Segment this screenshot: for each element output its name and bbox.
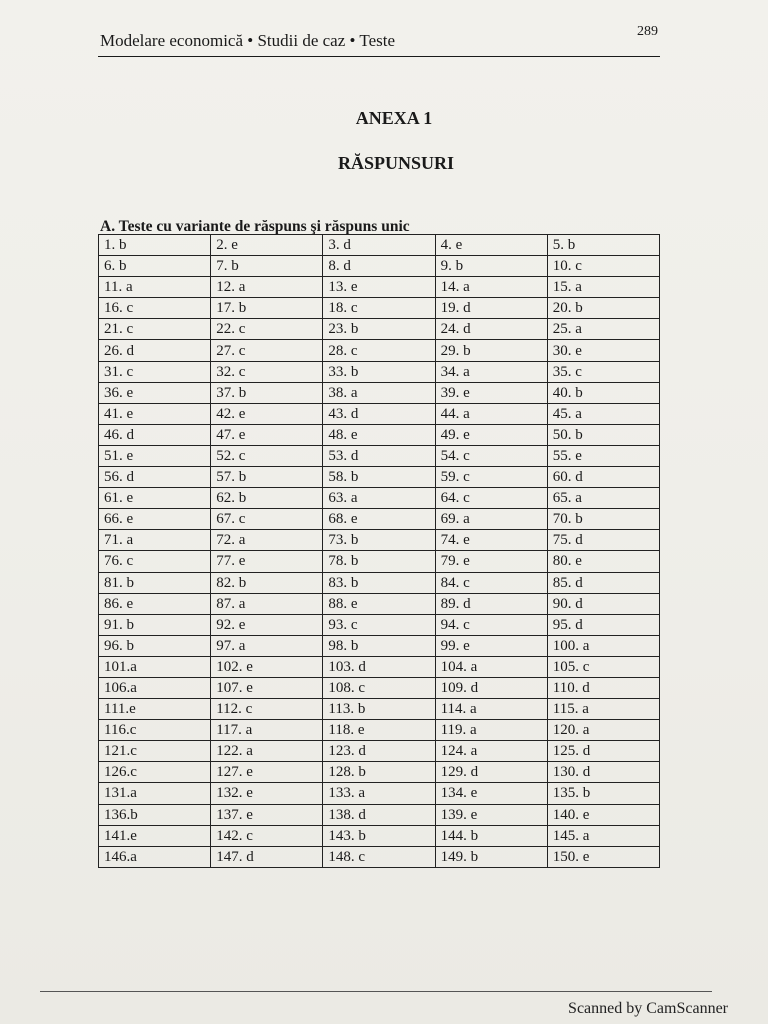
answer-cell: 88. e [323, 593, 435, 614]
table-row [99, 846, 660, 867]
answer-cell: 31. c [99, 361, 211, 382]
answer-cell: 53. d [323, 445, 435, 466]
table-row [99, 677, 660, 698]
answer-cell: 33. b [323, 361, 435, 382]
footer-rule [40, 991, 712, 992]
answer-cell: 49. e [435, 424, 547, 445]
answer-cell: 6. b [99, 256, 211, 277]
answer-cell: 107. e [211, 677, 323, 698]
answer-cell: 119. a [435, 720, 547, 741]
answer-cell: 148. c [323, 846, 435, 867]
answer-cell: 43. d [323, 403, 435, 424]
answer-cell: 74. e [435, 530, 547, 551]
answer-cell: 105. c [547, 656, 659, 677]
answer-cell: 127. e [211, 762, 323, 783]
table-row [99, 551, 660, 572]
answer-cell: 30. e [547, 340, 659, 361]
answer-cell: 29. b [435, 340, 547, 361]
table-row [99, 656, 660, 677]
answer-cell: 122. a [211, 741, 323, 762]
answer-cell: 21. c [99, 319, 211, 340]
answer-cell: 126.c [99, 762, 211, 783]
table-row [99, 720, 660, 741]
answer-cell: 98. b [323, 635, 435, 656]
answer-cell: 140. e [547, 804, 659, 825]
answer-cell: 16. c [99, 298, 211, 319]
answer-cell: 59. c [435, 467, 547, 488]
answer-cell: 73. b [323, 530, 435, 551]
answer-cell: 128. b [323, 762, 435, 783]
answer-cell: 135. b [547, 783, 659, 804]
answer-cell: 94. c [435, 614, 547, 635]
answer-cell: 66. e [99, 509, 211, 530]
table-row [99, 445, 660, 466]
answer-cell: 41. e [99, 403, 211, 424]
answer-cell: 131.a [99, 783, 211, 804]
answer-cell: 95. d [547, 614, 659, 635]
answer-cell: 82. b [211, 572, 323, 593]
answer-cell: 50. b [547, 424, 659, 445]
table-row [99, 424, 660, 445]
answer-cell: 83. b [323, 572, 435, 593]
table-row [99, 741, 660, 762]
answer-cell: 78. b [323, 551, 435, 572]
answer-cell: 86. e [99, 593, 211, 614]
answer-cell: 116.c [99, 720, 211, 741]
answer-cell: 13. e [323, 277, 435, 298]
answer-cell: 76. c [99, 551, 211, 572]
answer-cell: 25. a [547, 319, 659, 340]
answer-cell: 70. b [547, 509, 659, 530]
answer-cell: 104. a [435, 656, 547, 677]
answer-cell: 61. e [99, 488, 211, 509]
section-heading: A. Teste cu variante de răspuns şi răspuns unic [100, 218, 410, 235]
answer-cell: 99. e [435, 635, 547, 656]
answer-cell: 27. c [211, 340, 323, 361]
table-row [99, 530, 660, 551]
answer-cell: 132. e [211, 783, 323, 804]
answer-cell: 51. e [99, 445, 211, 466]
answer-cell: 26. d [99, 340, 211, 361]
answer-cell: 108. c [323, 677, 435, 698]
answer-cell: 46. d [99, 424, 211, 445]
answer-cell: 111.e [99, 699, 211, 720]
answer-cell: 145. a [547, 825, 659, 846]
answer-cell: 97. a [211, 635, 323, 656]
answer-cell: 15. a [547, 277, 659, 298]
answer-cell: 67. c [211, 509, 323, 530]
table-row [99, 403, 660, 424]
table-row [99, 572, 660, 593]
answer-cell: 60. d [547, 467, 659, 488]
answer-cell: 2. e [211, 235, 323, 256]
answer-cell: 91. b [99, 614, 211, 635]
answer-cell: 85. d [547, 572, 659, 593]
answer-cell: 28. c [323, 340, 435, 361]
answer-cell: 124. a [435, 741, 547, 762]
answer-cell: 23. b [323, 319, 435, 340]
answer-cell: 147. d [211, 846, 323, 867]
table-row [99, 699, 660, 720]
answer-cell: 65. a [547, 488, 659, 509]
answer-cell: 40. b [547, 382, 659, 403]
answer-cell: 142. c [211, 825, 323, 846]
answer-cell: 144. b [435, 825, 547, 846]
table-row [99, 382, 660, 403]
answer-cell: 9. b [435, 256, 547, 277]
answer-cell: 117. a [211, 720, 323, 741]
answer-cell: 79. e [435, 551, 547, 572]
scanner-watermark: Scanned by CamScanner [568, 1000, 728, 1017]
answer-cell: 110. d [547, 677, 659, 698]
answer-cell: 101.a [99, 656, 211, 677]
answer-cell: 136.b [99, 804, 211, 825]
answer-cell: 125. d [547, 741, 659, 762]
answer-cell: 68. e [323, 509, 435, 530]
answer-cell: 69. a [435, 509, 547, 530]
answer-cell: 139. e [435, 804, 547, 825]
answer-cell: 8. d [323, 256, 435, 277]
answer-cell: 39. e [435, 382, 547, 403]
answer-cell: 36. e [99, 382, 211, 403]
answer-cell: 52. c [211, 445, 323, 466]
answer-cell: 93. c [323, 614, 435, 635]
table-row [99, 467, 660, 488]
answer-cell: 75. d [547, 530, 659, 551]
answer-cell: 14. a [435, 277, 547, 298]
answers-title: RĂSPUNSURI [337, 153, 454, 173]
answer-cell: 134. e [435, 783, 547, 804]
table-row [99, 614, 660, 635]
table-row [99, 509, 660, 530]
answer-cell: 4. e [435, 235, 547, 256]
annex-title: ANEXA 1 [355, 108, 433, 128]
table-row [99, 298, 660, 319]
answer-cell: 38. a [323, 382, 435, 403]
table-row [99, 762, 660, 783]
table-row [99, 593, 660, 614]
answer-cell: 48. e [323, 424, 435, 445]
answer-cell: 3. d [323, 235, 435, 256]
answer-cell: 77. e [211, 551, 323, 572]
answer-cell: 47. e [211, 424, 323, 445]
answer-cell: 10. c [547, 256, 659, 277]
answer-cell: 90. d [547, 593, 659, 614]
running-header [98, 22, 660, 57]
answer-cell: 56. d [99, 467, 211, 488]
answer-cell: 20. b [547, 298, 659, 319]
answer-cell: 64. c [435, 488, 547, 509]
answer-table [98, 234, 660, 868]
answer-cell: 12. a [211, 277, 323, 298]
answer-cell: 80. e [547, 551, 659, 572]
answer-cell: 5. b [547, 235, 659, 256]
answer-cell: 123. d [323, 741, 435, 762]
answer-cell: 34. a [435, 361, 547, 382]
answer-cell: 103. d [323, 656, 435, 677]
answer-cell: 113. b [323, 699, 435, 720]
answer-cell: 81. b [99, 572, 211, 593]
answer-cell: 45. a [547, 403, 659, 424]
answer-cell: 22. c [211, 319, 323, 340]
answer-cell: 143. b [323, 825, 435, 846]
answer-cell: 109. d [435, 677, 547, 698]
answer-cell: 120. a [547, 720, 659, 741]
table-row [99, 235, 660, 256]
answer-cell: 92. e [211, 614, 323, 635]
table-row [99, 804, 660, 825]
table-row [99, 277, 660, 298]
answer-cell: 106.a [99, 677, 211, 698]
answer-cell: 118. e [323, 720, 435, 741]
answer-cell: 133. a [323, 783, 435, 804]
header-title: Modelare economică • Studii de caz • Teste [100, 31, 396, 50]
answer-cell: 84. c [435, 572, 547, 593]
answer-cell: 11. a [99, 277, 211, 298]
answer-cell: 62. b [211, 488, 323, 509]
page-number: 289 [637, 24, 658, 39]
answer-cell: 32. c [211, 361, 323, 382]
answer-cell: 19. d [435, 298, 547, 319]
answer-cell: 44. a [435, 403, 547, 424]
answer-cell: 37. b [211, 382, 323, 403]
answer-cell: 102. e [211, 656, 323, 677]
answer-cell: 100. a [547, 635, 659, 656]
table-row [99, 783, 660, 804]
answer-cell: 138. d [323, 804, 435, 825]
answer-cell: 7. b [211, 256, 323, 277]
answer-cell: 96. b [99, 635, 211, 656]
answer-cell: 42. e [211, 403, 323, 424]
answer-cell: 57. b [211, 467, 323, 488]
table-row [99, 488, 660, 509]
answer-cell: 55. e [547, 445, 659, 466]
table-row [99, 256, 660, 277]
answer-cell: 89. d [435, 593, 547, 614]
answer-cell: 63. a [323, 488, 435, 509]
answer-cell: 137. e [211, 804, 323, 825]
answer-cell: 1. b [99, 235, 211, 256]
answer-cell: 112. c [211, 699, 323, 720]
answer-cell: 24. d [435, 319, 547, 340]
answer-cell: 146.a [99, 846, 211, 867]
answer-cell: 121.c [99, 741, 211, 762]
answer-cell: 149. b [435, 846, 547, 867]
answer-cell: 115. a [547, 699, 659, 720]
answer-cell: 71. a [99, 530, 211, 551]
answer-cell: 18. c [323, 298, 435, 319]
table-row [99, 319, 660, 340]
table-row [99, 825, 660, 846]
answer-cell: 114. a [435, 699, 547, 720]
answer-cell: 150. e [547, 846, 659, 867]
answer-cell: 87. a [211, 593, 323, 614]
table-row [99, 340, 660, 361]
answer-cell: 129. d [435, 762, 547, 783]
answer-cell: 141.e [99, 825, 211, 846]
answer-cell: 130. d [547, 762, 659, 783]
answer-cell: 17. b [211, 298, 323, 319]
answer-cell: 54. c [435, 445, 547, 466]
answer-cell: 35. c [547, 361, 659, 382]
answer-cell: 58. b [323, 467, 435, 488]
table-row [99, 361, 660, 382]
table-row [99, 635, 660, 656]
answer-cell: 72. a [211, 530, 323, 551]
